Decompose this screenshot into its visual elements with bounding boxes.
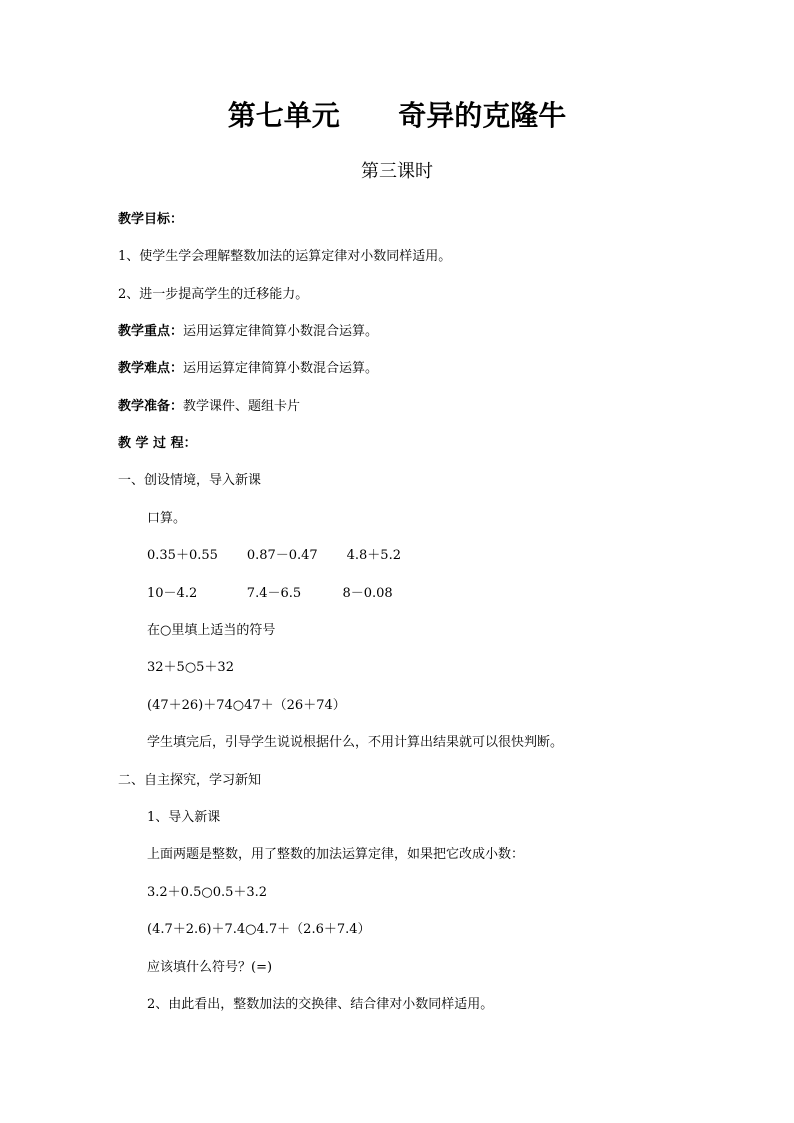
step-2-text: 2、由此看出，整数加法的交换律、结合律对小数同样适用。 (147, 997, 494, 1012)
oral-calc-label: 口算。 (147, 511, 187, 526)
calc-row-1: 0.35＋0.55 0.87－0.47 4.8＋5.2 (147, 548, 401, 563)
document-subtitle: 第三课时 (361, 161, 433, 182)
expression-3: 3.2＋0.5○0.5＋3.2 (147, 885, 268, 900)
calc-row-2: 10－4.2 7.4－6.5 8－0.08 (147, 586, 393, 601)
key-point-line (118, 322, 378, 342)
step-1-heading: 1、导入新课 (147, 810, 221, 825)
fill-symbol-instruction: 在○里填上适当的符号 (147, 623, 276, 638)
difficulty-label: 教学难点： (118, 361, 184, 376)
section-1-heading: 一、创设情境，导入新课 (118, 473, 262, 488)
section-2-heading: 二、自主探究，学习新知 (118, 773, 262, 788)
preparation-text: 教学课件、题组卡片 (183, 399, 301, 414)
difficulty-text: 运用运算定律简算小数混合运算。 (183, 361, 379, 376)
guide-text: 学生填完后，引导学生说说根据什么，不用计算出结果就可以很快判断。 (147, 735, 564, 750)
process-heading: 教 学 过 程： (118, 436, 197, 451)
difficulty-line (118, 359, 378, 379)
objective-2: 2、进一步提高学生的迁移能力。 (118, 287, 309, 302)
expression-4: (4.7＋2.6)＋7.4○4.7＋（2.6＋7.4） (147, 922, 371, 937)
question-text: 应该填什么符号？(=) (147, 960, 273, 975)
key-point-text: 运用运算定律简算小数混合运算。 (183, 324, 379, 339)
preparation-line (118, 397, 300, 417)
document-title: 第七单元 奇异的克隆牛 (227, 99, 567, 132)
expression-2: (47＋26)＋74○47＋（26＋74） (147, 698, 346, 713)
objective-1: 1、使学生学会理解整数加法的运算定律对小数同样适用。 (118, 249, 452, 264)
objectives-heading: 教学目标： (118, 212, 184, 227)
preparation-label: 教学准备： (118, 399, 184, 414)
key-point-label: 教学重点： (118, 324, 184, 339)
step-1-text: 上面两题是整数，用了整数的加法运算定律，如果把它改成小数： (147, 847, 525, 862)
expression-1: 32＋5○5＋32 (147, 660, 234, 675)
